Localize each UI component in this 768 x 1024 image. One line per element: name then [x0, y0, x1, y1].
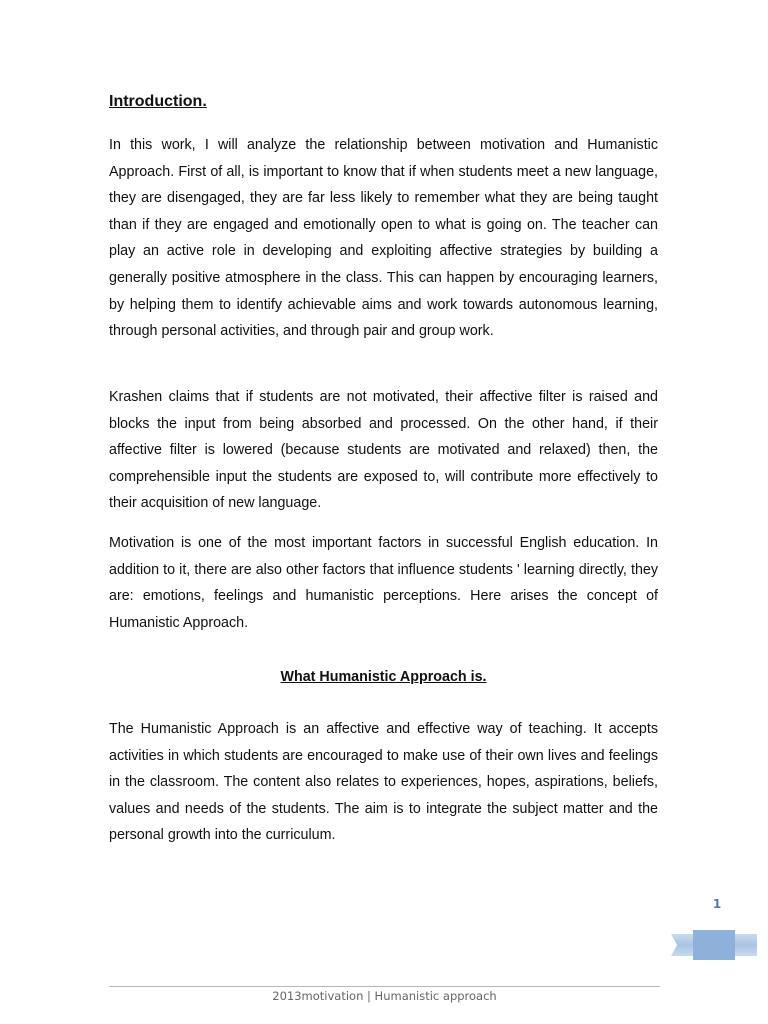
footer-text: 2013motivation | Humanistic approach	[272, 989, 497, 1003]
section-heading-introduction: Introduction.	[109, 93, 207, 110]
paragraph-1: In this work, I will analyze the relationship between motivation and Humanistic Approach. First of all, is important to know that if when students meet a new language, they are disengaged, they are far less likely to remember what they are being taught than if they are engaged and emotionally open to what is going on. The teacher can play an active role in developing and exploiting affective strategies by building a generally positive atmosphere in the class. This can happen by encouraging learners, by helping them to identify achievable aims and work towards autonomous learning, through personal activities, and through pair and group work.	[109, 137, 658, 340]
paragraph-4: The Humanistic Approach is an affective and effective way of teaching. It accepts activities in which students are encouraged to make use of their own lives and feelings in the classroom. The content also relates to experiences, hopes, aspirations, beliefs, values and needs of the students. The aim is to integrate the subject matter and the personal growth into the curriculum.	[109, 721, 658, 844]
paragraph-2: Krashen claims that if students are not motivated, their affective filter is raised and blocks the input from being absorbed and processed. On the other hand, if their affective filter is lowered (because students are motivated and relaxed) then, the comprehensible input the students are exposed to, will contribute more effectively to their acquisition of new language.	[109, 389, 658, 512]
page-ribbon-decoration	[671, 930, 757, 960]
footer-divider	[109, 986, 660, 987]
subheading-humanistic-approach: What Humanistic Approach is.	[280, 669, 487, 685]
paragraph-3: Motivation is one of the most important factors in successful English education. In addition to it, there are also other factors that influence students ' learning directly, they are: emotions, feelings and humanistic perceptions. Here arises the concept of Humanistic Approach.	[109, 535, 658, 631]
page-number: 1	[712, 897, 722, 911]
